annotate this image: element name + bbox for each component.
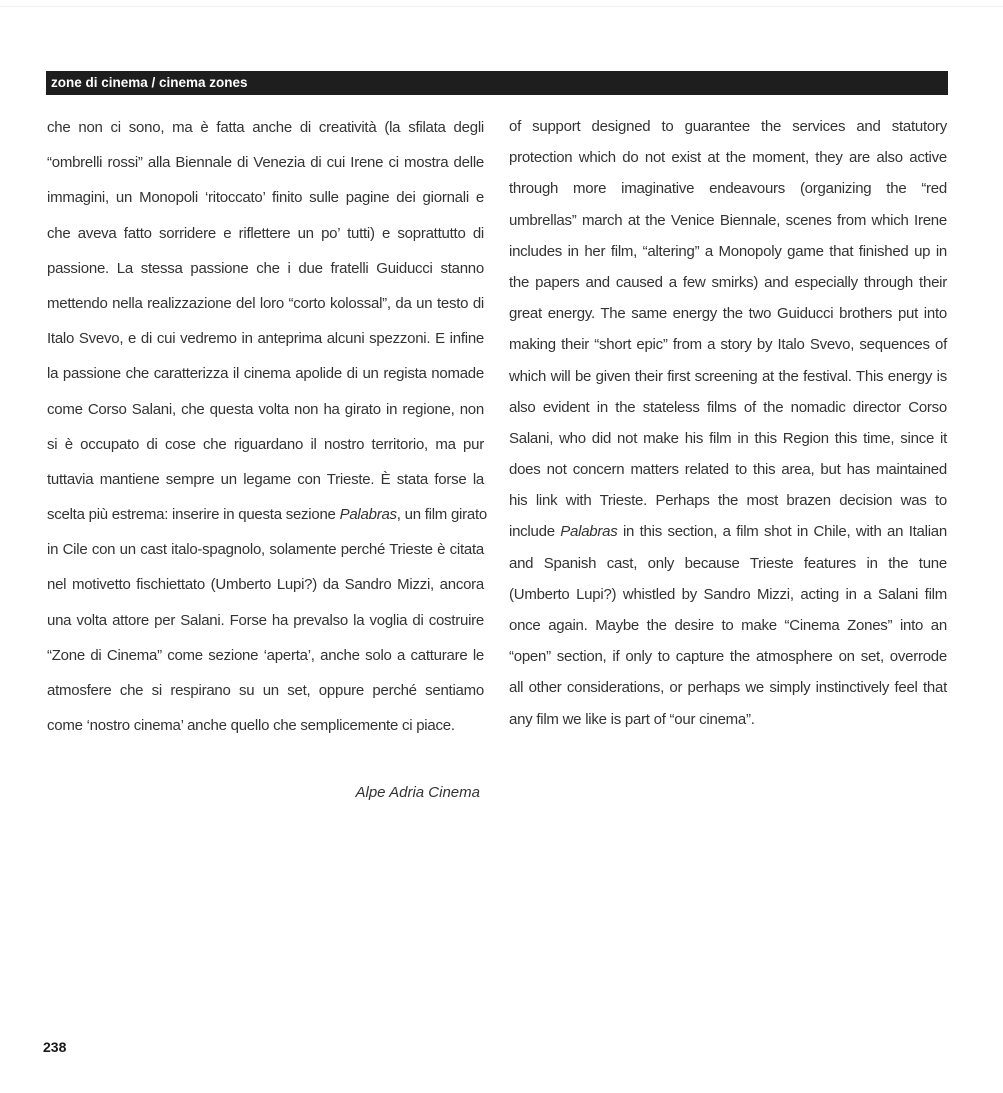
top-rule [0,6,1003,7]
italian-line: immagini, un Monopoli ‘ritoccato’ finito sulle pagine dei giornali e [47,189,484,207]
english-line: through more imaginative endeavours (organizing the “red [509,180,947,198]
italian-line-last: come ‘nostro cinema’ anche quello che semplicemente ci piace. [47,717,455,735]
italian-line: passione. La stessa passione che i due fratelli Guiducci stanno [47,259,484,277]
film-title-palabras: Palabras [339,506,397,524]
italian-line-palabras [47,498,487,533]
italian-line: mettendo nella realizzazione del loro “corto kolossal”, da un testo di [47,294,484,312]
italian-line: “ombrelli rossi” alla Biennale di Venezia di cui Irene ci mostra delle [47,154,484,172]
italian-line: una volta attore per Salani. Forse ha prevalso la voglia di costruire [47,611,484,629]
italian-line: tuttavia mantiene sempre un legame con Trieste. È stata forse la [47,470,484,488]
english-line-palabras [509,516,947,547]
english-line: great energy. The same energy the two Guiducci brothers put into [509,305,947,323]
italian-line: che aveva fatto sorridere e riflettere un po’ tutti) e soprattutto di [47,224,484,242]
italian-text-column [47,111,487,744]
italian-line: la passione che caratterizza il cinema apolide di un regista nomade [47,365,484,383]
english-line: all other considerations, or perhaps we simply instinctively feel that [509,679,947,697]
page-number: 238 [43,1039,67,1055]
italian-line: che non ci sono, ma è fatta anche di creatività (la sfilata degli [47,119,484,136]
italian-line: atmosfere che si respirano su un set, oppure perché sentiamo [47,682,484,699]
english-line: his link with Trieste. Perhaps the most brazen decision was to [509,492,947,510]
english-line-last: any film we like is part of “our cinema”. [509,710,755,728]
italian-line-text: , un film girato [396,506,487,524]
english-line: “open” section, if only to capture the atmosphere on set, overrode [509,648,947,666]
italian-line: Italo Svevo, e di cui vedremo in anteprima alcuni spezzoni. E infine [47,330,484,348]
english-line: the papers and caused a few smirks) and especially through their [509,273,947,291]
english-line: does not concern matters related to this area, but has maintained [509,461,947,479]
english-line: also evident in the stateless films of the nomadic director Corso [509,398,947,416]
section-header-bar [46,71,948,95]
english-line: once again. Maybe the desire to make “Cinema Zones” into an [509,617,947,634]
italian-line: in Cile con un cast italo-spagnolo, solamente perché Trieste è citata [47,541,484,559]
english-line-text: include [509,523,561,541]
section-title: zone di cinema / cinema zones [51,75,248,90]
signature: Alpe Adria Cinema [355,784,480,801]
english-line: of support designed to guarantee the services and statutory [509,118,947,135]
english-line: Salani, who did not make his film in this Region this time, since it [509,429,947,447]
italian-line: nel motivetto fischiettato (Umberto Lupi?) da Sandro Mizzi, ancora [47,576,484,594]
english-line: protection which do not exist at the moment, they are also active [509,149,947,167]
italian-line: come Corso Salani, che questa volta non ha girato in regione, non [47,400,484,418]
english-line-text: in this section, a film shot in Chile, with an Italian [617,523,947,541]
english-line: umbrellas” march at the Venice Biennale, scenes from which Irene [509,211,947,229]
english-line: making their “short epic” from a story by Italo Svevo, sequences of [509,336,947,354]
film-title-palabras: Palabras [560,523,618,541]
english-line: includes in her film, “altering” a Monopoly game that finished up in [509,242,947,260]
english-line: which will be given their first screening at the festival. This energy is [509,367,947,385]
english-text-column [509,111,947,735]
italian-line: “Zone di Cinema” come sezione ‘aperta’, anche solo a catturare le [47,646,484,664]
italian-line: si è occupato di cose che riguardano il nostro territorio, ma pur [47,435,484,453]
english-line: and Spanish cast, only because Trieste features in the tune [509,554,947,572]
italian-line-text: scelta più estrema: inserire in questa sezione [47,506,340,524]
english-line: (Umberto Lupi?) whistled by Sandro Mizzi, acting in a Salani film [509,585,947,603]
